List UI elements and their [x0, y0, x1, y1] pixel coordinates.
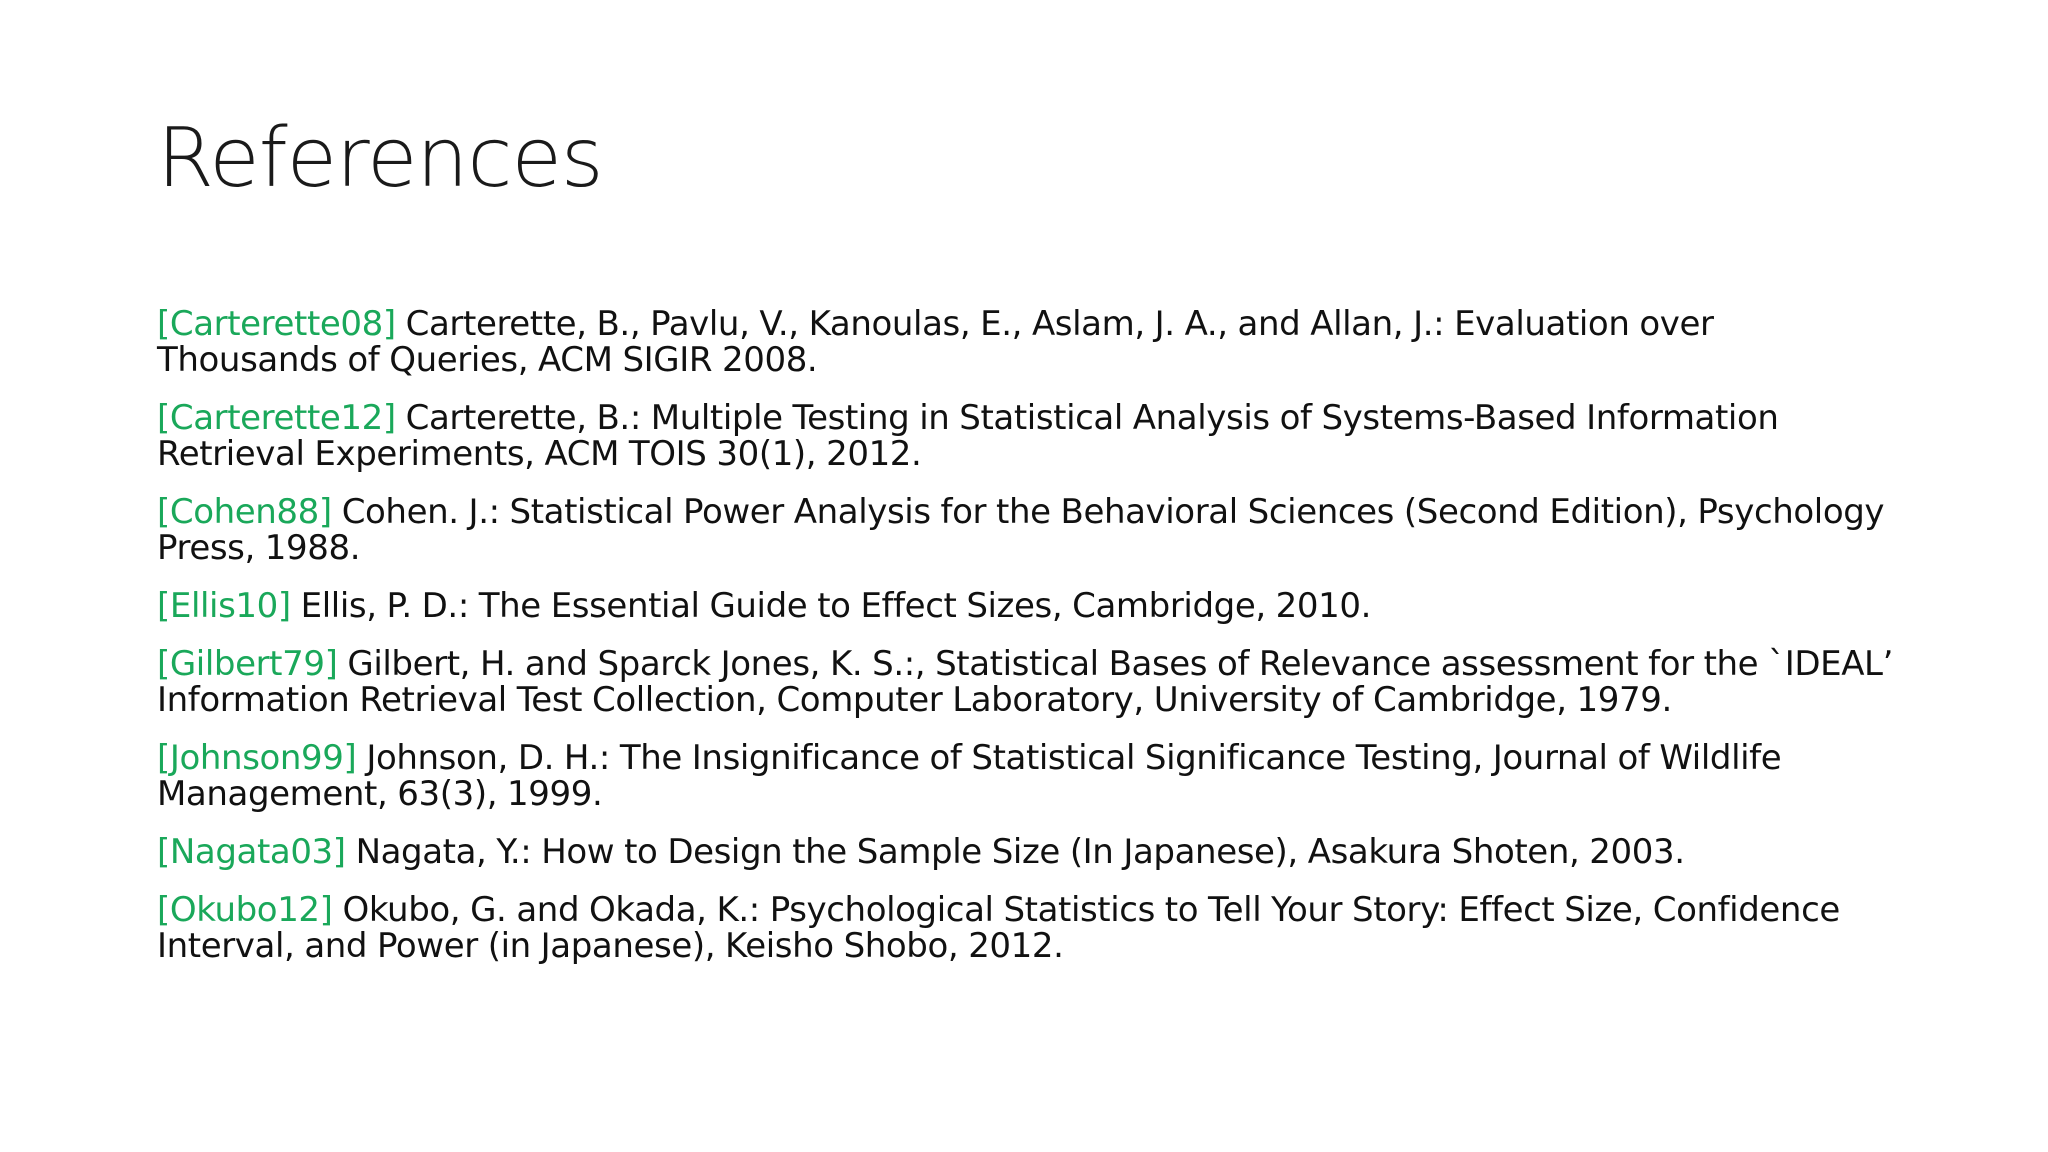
reference-text: Okubo, G. and Okada, K.: Psychological Statistics to Tell Your Story: Effect Size, Confidence Interval, and Power (in Japanese), Keisho Shobo, 2012.: [157, 890, 1840, 966]
reference-item: [157, 400, 1897, 472]
reference-text: Carterette, B.: Multiple Testing in Statistical Analysis of Systems-Based Information Retrieval Experiments, ACM TOIS 30(1), 2012.: [157, 398, 1779, 474]
reference-key: [Carterette08]: [157, 304, 396, 344]
reference-key: [Cohen88]: [157, 492, 332, 532]
reference-key: [Carterette12]: [157, 398, 396, 438]
reference-item: [157, 306, 1897, 378]
slide-title: References: [157, 111, 603, 206]
reference-key: [Nagata03]: [157, 832, 346, 872]
reference-item: [157, 646, 1897, 718]
reference-key: [Johnson99]: [157, 738, 357, 778]
reference-text: Nagata, Y.: How to Design the Sample Size (In Japanese), Asakura Shoten, 2003.: [355, 832, 1685, 872]
reference-key: [Okubo12]: [157, 890, 333, 930]
reference-list: [157, 306, 1897, 986]
reference-text: Cohen. J.: Statistical Power Analysis for the Behavioral Sciences (Second Edition), Psychology Press, 1988.: [157, 492, 1885, 568]
reference-item: [157, 740, 1897, 812]
reference-text: Ellis, P. D.: The Essential Guide to Effect Sizes, Cambridge, 2010.: [300, 586, 1371, 626]
reference-text: Johnson, D. H.: The Insignificance of Statistical Significance Testing, Journal of Wildlife Management, 63(3), 1999.: [157, 738, 1782, 814]
reference-item: [157, 834, 1897, 870]
reference-key: [Ellis10]: [157, 586, 291, 626]
reference-item: [157, 588, 1897, 624]
reference-text: Gilbert, H. and Sparck Jones, K. S.:, Statistical Bases of Relevance assessment for the `IDEAL’ Information Retrieval Test Collection, Computer Laboratory, University of Cambridge, 1979.: [157, 644, 1894, 720]
reference-text: Carterette, B., Pavlu, V., Kanoulas, E., Aslam, J. A., and Allan, J.: Evaluation over Thousands of Queries, ACM SIGIR 2008.: [157, 304, 1714, 380]
reference-key: [Gilbert79]: [157, 644, 338, 684]
reference-item: [157, 892, 1897, 964]
reference-item: [157, 494, 1897, 566]
